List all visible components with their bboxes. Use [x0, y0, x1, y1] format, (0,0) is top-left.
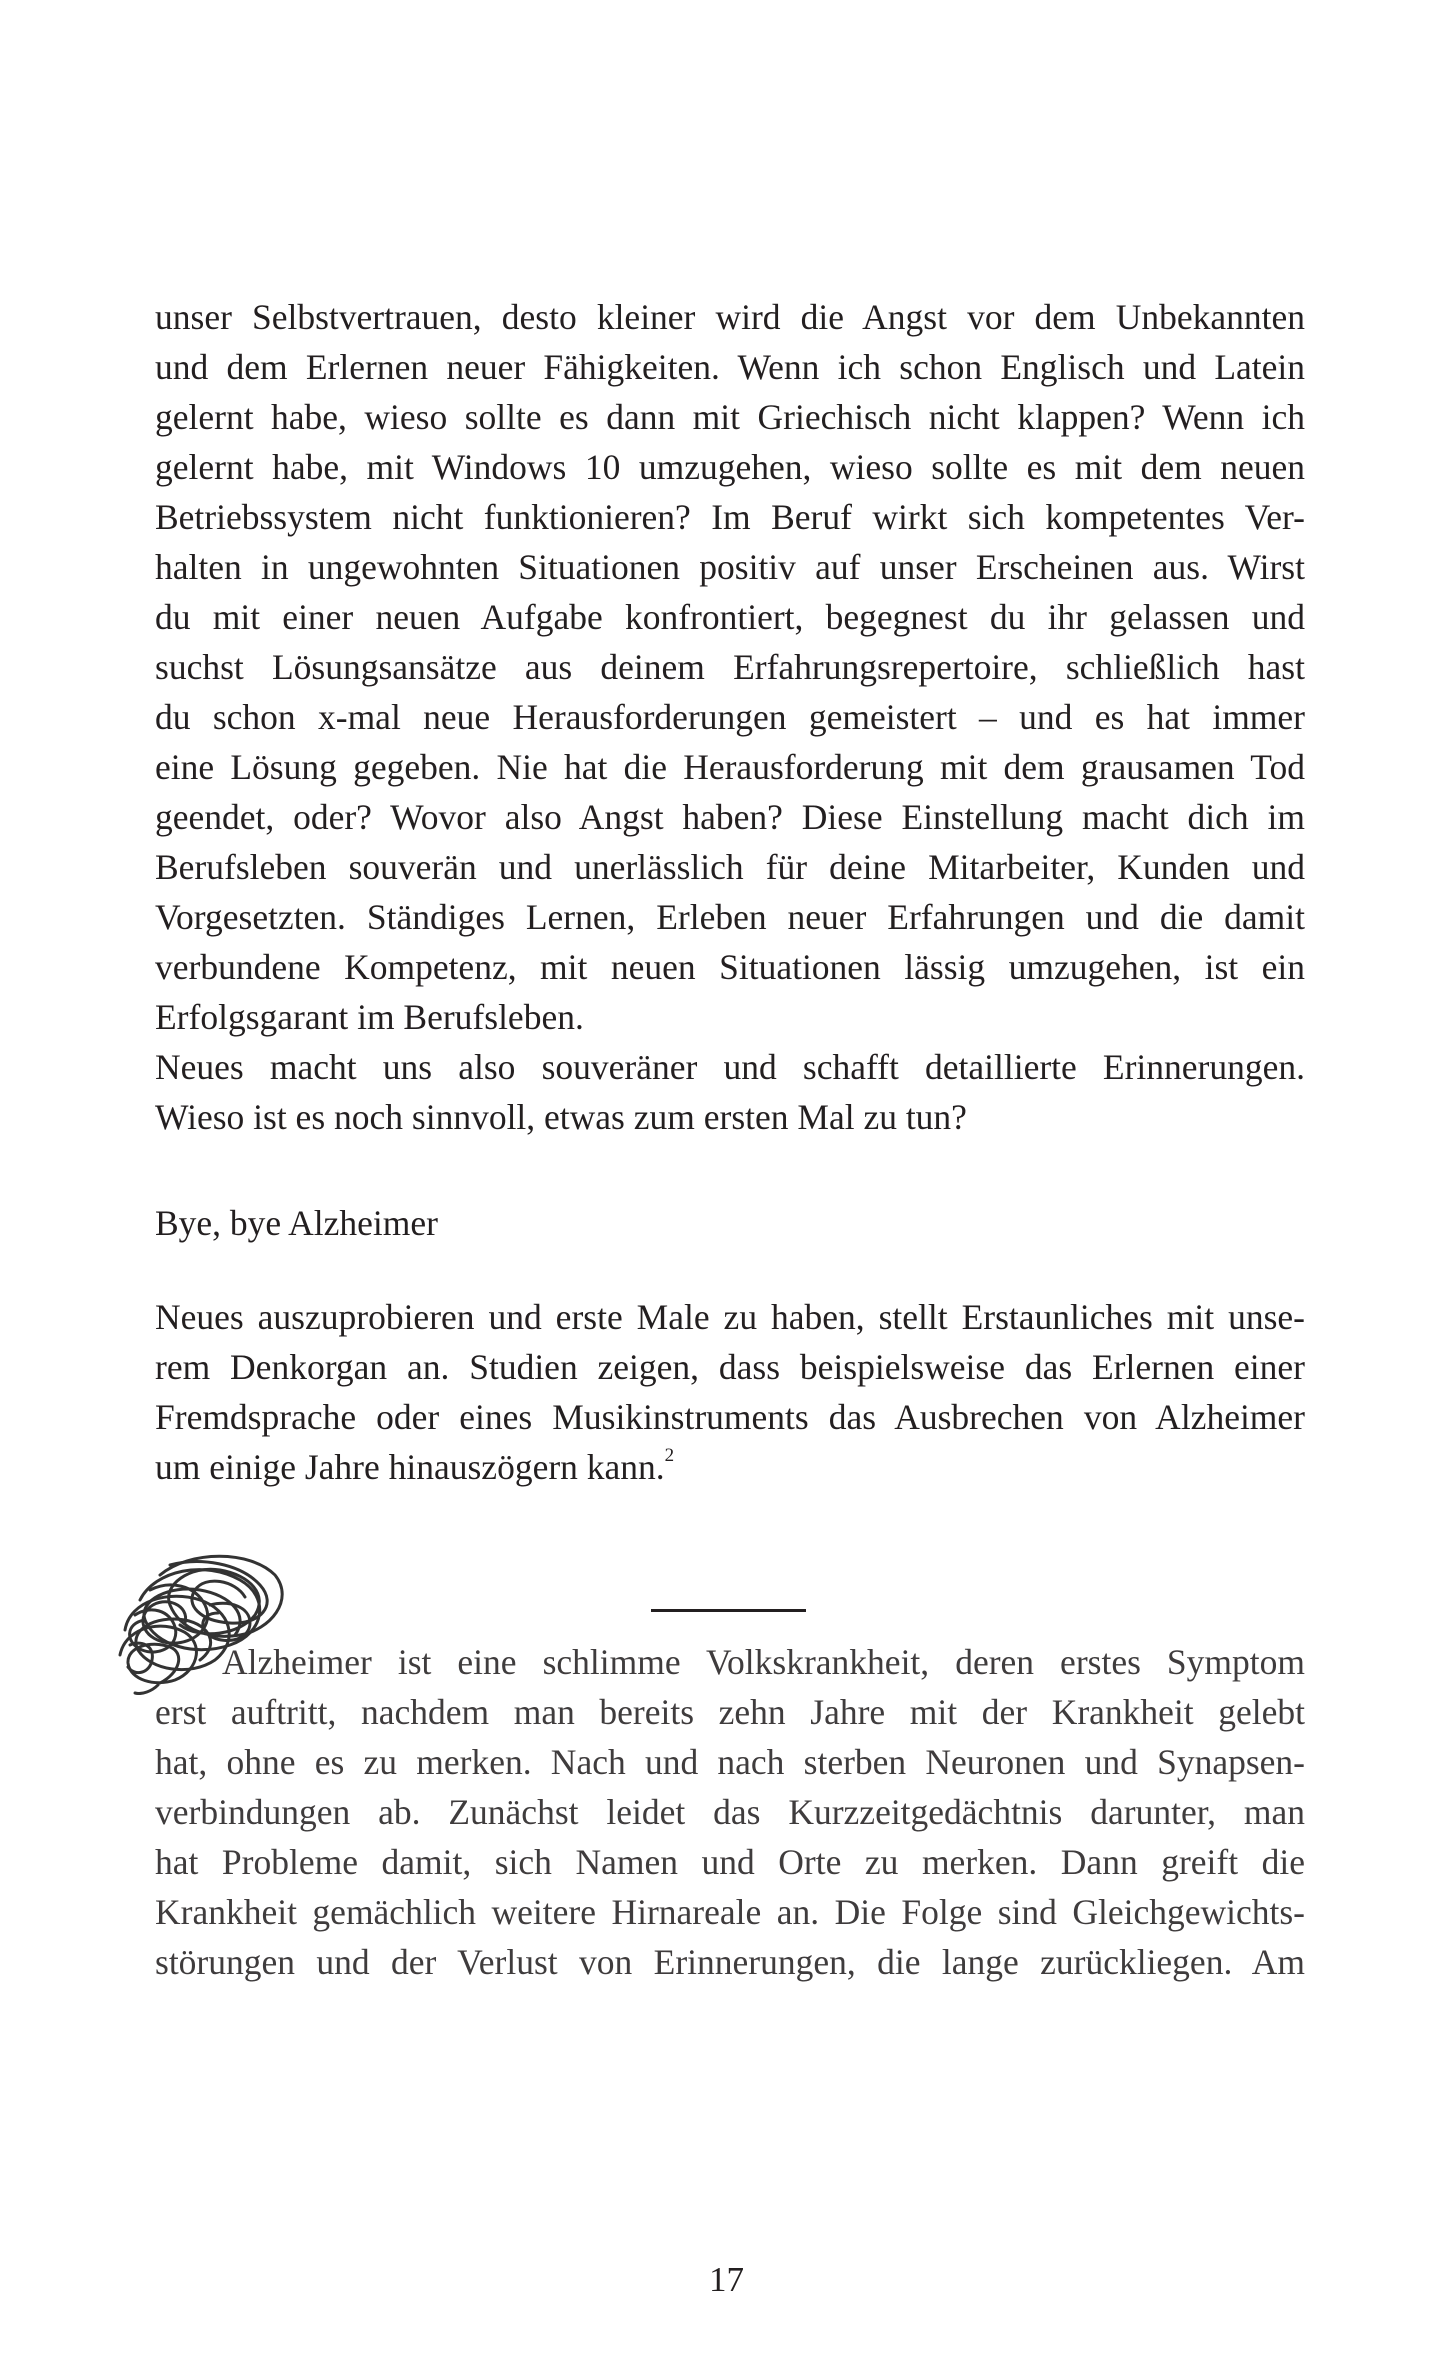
- text-line: eine Lösung gegeben. Nie hat die Herausforderung mit dem grausamen Tod: [155, 747, 1305, 787]
- section-divider: [651, 1609, 806, 1612]
- text-line: [155, 1442, 1305, 1492]
- text-line: verbindungen ab. Zunächst leidet das Kurzzeitgedächtnis darunter, man: [155, 1792, 1305, 1832]
- text-line: erst auftritt, nachdem man bereits zehn Jahre mit der Krankheit gelebt: [155, 1692, 1305, 1732]
- text-line: suchst Lösungsansätze aus deinem Erfahrungsrepertoire, schließlich hast: [155, 647, 1305, 687]
- text-line: du mit einer neuen Aufgabe konfrontiert, begegnest du ihr gelassen und: [155, 597, 1305, 637]
- text-line: und dem Erlernen neuer Fähigkeiten. Wenn ich schon Englisch und Latein: [155, 347, 1305, 387]
- page-number: 17: [709, 2260, 744, 2299]
- text-line: hat, ohne es zu merken. Nach und nach sterben Neuronen und Synapsen-: [155, 1742, 1305, 1782]
- text-line: geendet, oder? Wovor also Angst haben? Diese Einstellung macht dich im: [155, 797, 1305, 837]
- text-line: hat Probleme damit, sich Namen und Orte zu merken. Dann greift die: [155, 1842, 1305, 1882]
- text-line: Berufsleben souverän und unerlässlich für deine Mitarbeiter, Kunden und: [155, 847, 1305, 887]
- text-line: Wieso ist es noch sinnvoll, etwas zum ersten Mal zu tun?: [155, 1097, 967, 1137]
- text-line: Krankheit gemächlich weitere Hirnareale an. Die Folge sind Gleichgewichts-: [155, 1892, 1305, 1932]
- text-line: gelernt habe, wieso sollte es dann mit Griechisch nicht klappen? Wenn ich: [155, 397, 1305, 437]
- text-line: Neues macht uns also souveräner und schafft detaillierte Erinnerungen.: [155, 1047, 1305, 1087]
- text-line: gelernt habe, mit Windows 10 umzugehen, wieso sollte es mit dem neuen: [155, 447, 1305, 487]
- text-line: Fremdsprache oder eines Musikinstruments das Ausbrechen von Alzheimer: [155, 1397, 1305, 1437]
- text-line: du schon x-mal neue Herausforderungen gemeistert – und es hat immer: [155, 697, 1305, 737]
- text-line: verbundene Kompetenz, mit neuen Situationen lässig umzugehen, ist ein: [155, 947, 1305, 987]
- text-line: unser Selbstvertrauen, desto kleiner wird die Angst vor dem Unbekannten: [155, 297, 1305, 337]
- text-line: Erfolgsgarant im Berufsleben.: [155, 997, 584, 1037]
- text-line: störungen und der Verlust von Erinnerungen, die lange zurückliegen. Am: [155, 1942, 1305, 1982]
- footnote-ref: 2: [664, 1445, 675, 1466]
- text-line: Neues auszuprobieren und erste Male zu haben, stellt Erstaunliches mit unse-: [155, 1297, 1305, 1337]
- text-line: Betriebssystem nicht funktionieren? Im Beruf wirkt sich kompetentes Ver-: [155, 497, 1305, 537]
- section-heading: Bye, bye Alzheimer: [155, 1203, 438, 1243]
- text-line: rem Denkorgan an. Studien zeigen, dass beispielsweise das Erlernen einer: [155, 1347, 1305, 1387]
- text-line: Vorgesetzten. Ständiges Lernen, Erleben neuer Erfahrungen und die damit: [155, 897, 1305, 937]
- text-line: halten in ungewohnten Situationen positiv auf unser Erscheinen aus. Wirst: [155, 547, 1305, 587]
- text-line-content: um einige Jahre hinauszögern kann.: [155, 1447, 665, 1487]
- text-line: Alzheimer ist eine schlimme Volkskrankheit, deren erstes Symptom: [222, 1642, 1305, 1682]
